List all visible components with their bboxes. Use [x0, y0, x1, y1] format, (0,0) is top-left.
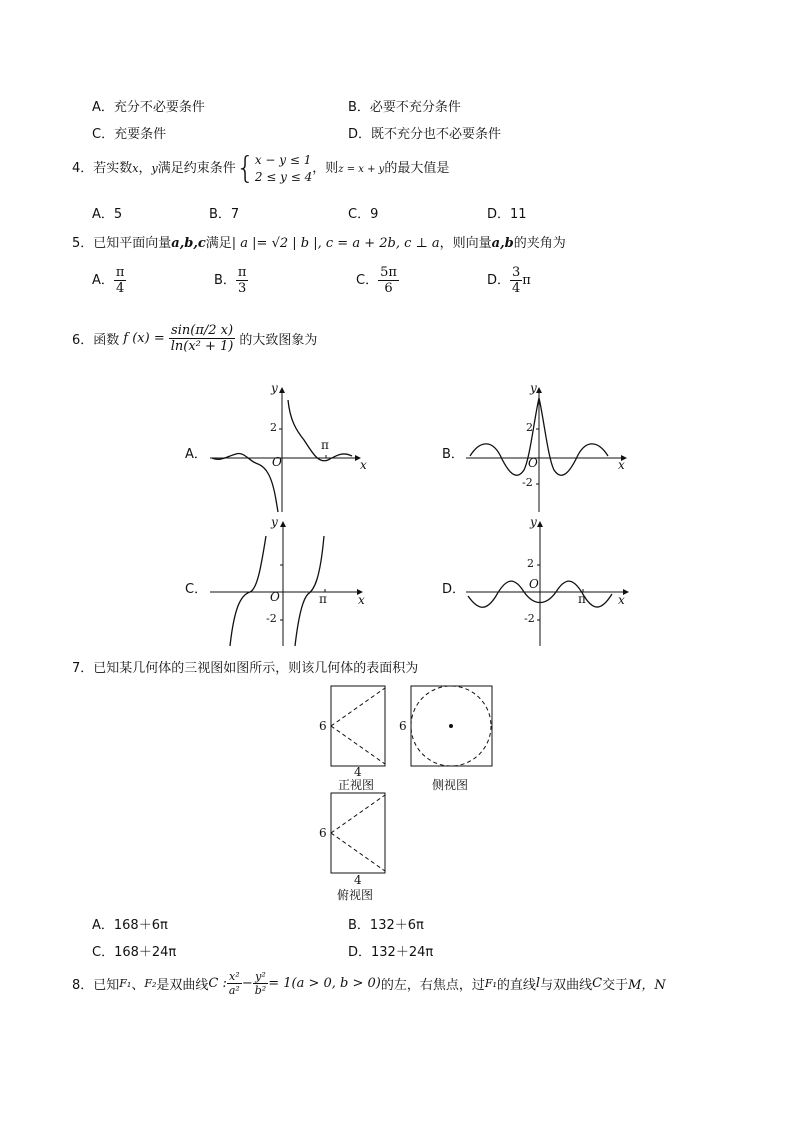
q5-text2: ，则向量 — [439, 236, 492, 251]
side-view-label: 侧视图 — [432, 778, 469, 792]
q7-option-c: C．168＋24π — [92, 945, 177, 960]
q4-var-y: y — [151, 162, 158, 175]
question-7-stem: 7．已知某几何体的三视图如图所示，则该几何体的表面积为 — [72, 661, 419, 676]
side-view — [411, 686, 492, 766]
q8-f1: F₁ — [119, 977, 132, 990]
question-8-stem — [72, 970, 666, 997]
q4-text3: 的最大值是 — [384, 161, 450, 176]
q4-option-b: B．7 — [209, 207, 240, 222]
q8-x-den: a² — [228, 984, 240, 997]
q5-vectors-2: a,b — [491, 236, 514, 251]
q6-denominator: ln(x² + 1) — [170, 339, 234, 354]
top-view — [331, 793, 385, 873]
q8-y-den: b² — [254, 984, 267, 997]
q4-objective: z = x + y — [338, 164, 385, 175]
q5-text3: 的夹角为 — [513, 236, 566, 251]
q5-option-d-num: 3 — [512, 265, 521, 280]
q8-text1: 是双曲线 — [156, 978, 209, 993]
graph-c-x-label: x — [358, 593, 365, 607]
q8-minus: − — [241, 976, 253, 991]
front-view-height: 6 — [319, 719, 327, 733]
q4-option-a: A．5 — [92, 207, 123, 222]
q8-text4: 与双曲线 — [540, 978, 593, 993]
graph-a-y-label: y — [271, 381, 278, 395]
graph-b-y-label: y — [530, 381, 537, 395]
graph-b-tick-neg2: -2 — [522, 476, 533, 489]
q5-text1: 满足 — [205, 236, 232, 251]
graph-d-origin: O — [529, 577, 539, 591]
q7-option-d: D．132＋24π — [348, 945, 434, 960]
q5-option-d-den: 4 — [512, 281, 521, 296]
q5-option-c-den: 6 — [384, 281, 393, 296]
graph-d-pi: π — [578, 592, 586, 606]
q8-points-mn: M，N — [628, 978, 666, 993]
graph-b-x-label: x — [618, 458, 625, 472]
q8-separator: 、 — [131, 978, 145, 993]
q7-option-b: B．132＋6π — [348, 918, 424, 933]
q5-option-c-label: C． — [356, 273, 379, 288]
q5-option-a-den: 4 — [116, 281, 125, 296]
graph-d-label: D． — [442, 582, 466, 597]
q8-text2: 的左，右焦点，过 — [380, 978, 485, 993]
q5-option-d-tail: π — [522, 273, 531, 288]
q5-option-a-label: A． — [92, 273, 114, 288]
q4-brace: { — [235, 150, 255, 186]
q5-option-c-num: 5π — [380, 265, 397, 280]
q8-curve-c: C — [592, 976, 603, 991]
front-view — [331, 686, 385, 766]
q3-option-d: D．既不充分也不必要条件 — [348, 127, 502, 142]
q4-constraint-1: x − y ≤ 1 — [254, 152, 312, 167]
q5-option-b-den: 3 — [238, 281, 247, 296]
graph-a-tick-2: 2 — [270, 421, 277, 434]
graph-d-y-label: y — [530, 515, 537, 529]
graph-c-y-label: y — [271, 515, 278, 529]
q5-condition-2: , c = a + 2b, c ⊥ a — [317, 236, 440, 251]
q8-curve-name: C : — [208, 976, 227, 991]
q8-equation-tail: = 1(a > 0, b > 0) — [268, 976, 381, 991]
graph-c-pi: π — [319, 592, 327, 606]
top-view-width: 4 — [354, 873, 362, 887]
q4-var-x: x — [132, 162, 139, 175]
q4-number: 4．若实数 — [72, 161, 133, 176]
q4-option-c: C．9 — [348, 207, 379, 222]
q5-option-b-num: π — [237, 265, 247, 280]
graph-a-x-label: x — [360, 458, 367, 472]
q5-option-a-num: π — [115, 265, 125, 280]
q5-option-b-label: B． — [214, 273, 236, 288]
q4-option-d: D．11 — [487, 207, 527, 222]
graph-d-tick-neg2: -2 — [524, 612, 535, 625]
q5-condition-1: | a |= √2 | b | — [231, 236, 318, 251]
front-view-width: 4 — [354, 765, 362, 779]
q4-text1: 满足约束条件 — [157, 161, 236, 176]
q6-text: 的大致图象为 — [239, 333, 318, 348]
q6-number: 6．函数 — [72, 333, 120, 348]
q8-f2: F₂ — [144, 977, 157, 990]
graph-b-origin: O — [528, 456, 538, 470]
q4-separator: ， — [138, 161, 152, 176]
front-view-label: 正视图 — [338, 778, 375, 792]
top-view-label: 俯视图 — [337, 888, 374, 902]
graph-a-pi: π — [321, 438, 329, 452]
graph-d-tick-2: 2 — [527, 557, 534, 570]
side-view-height: 6 — [399, 719, 407, 733]
q5-option-d-label: D． — [487, 273, 511, 288]
q4-text2: ，则 — [312, 161, 339, 176]
q7-option-a: A．168＋6π — [92, 918, 168, 933]
q8-text5: 交于 — [602, 978, 629, 993]
q4-constraint-2: 2 ≤ y ≤ 4 — [254, 169, 313, 184]
graph-b-label: B． — [442, 447, 464, 462]
q5-vectors: a,b,c — [171, 236, 206, 251]
q8-y-num: y² — [253, 970, 268, 984]
q8-text3: 的直线 — [496, 978, 536, 993]
q8-y-fraction — [253, 970, 268, 997]
q8-x-num: x² — [227, 970, 242, 984]
graph-a-label: A． — [185, 447, 207, 462]
q8-f1-second: F₁ — [484, 977, 497, 990]
graph-c-label: C． — [185, 582, 208, 597]
q3-option-a: A．充分不必要条件 — [92, 100, 205, 115]
top-view-height: 6 — [319, 826, 327, 840]
q5-number: 5．已知平面向量 — [72, 236, 172, 251]
graph-b-tick-2: 2 — [526, 421, 533, 434]
q6-function-name: f (x) = — [123, 331, 165, 346]
graph-a-origin: O — [272, 455, 282, 469]
q3-option-b: B．必要不充分条件 — [348, 100, 461, 115]
graph-c-tick-neg2: -2 — [266, 612, 277, 625]
q8-number: 8．已知 — [72, 978, 120, 993]
q8-line-l: l — [535, 976, 541, 991]
q6-numerator: sin(π/2 x) — [169, 323, 236, 339]
q3-option-c: C．充要条件 — [92, 127, 167, 142]
q8-x-fraction — [227, 970, 242, 997]
graph-c-origin: O — [270, 590, 280, 604]
graph-d-x-label: x — [618, 593, 625, 607]
